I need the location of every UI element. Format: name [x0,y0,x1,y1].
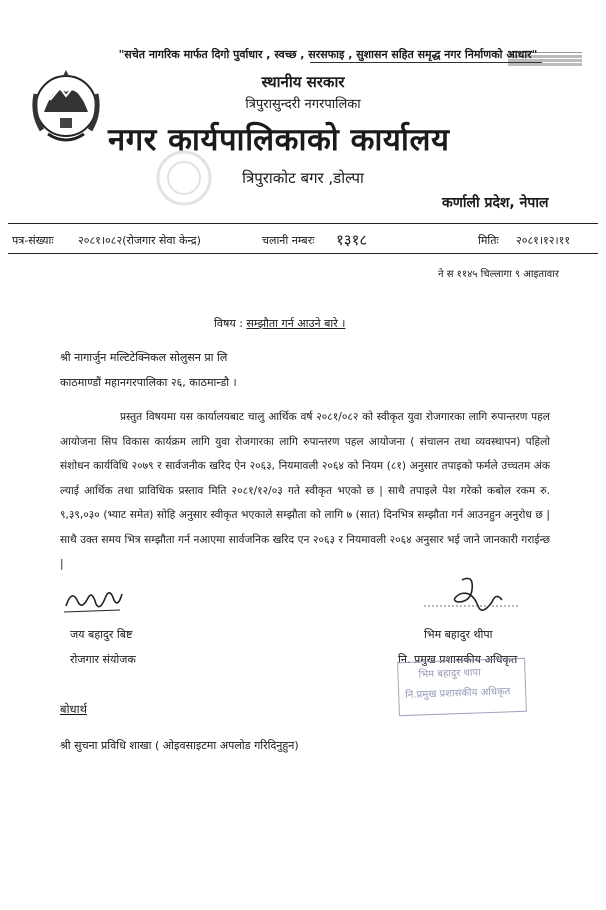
left-signatory-title: रोजगार संयोजक [70,653,136,666]
date-label: मितिः [478,234,499,247]
header-divider-top [8,223,598,224]
faded-seal-icon [150,148,218,208]
left-signatory-name: जय बहादुर बिष्ट [70,628,133,641]
right-signatory-name: भिम बहादुर थीपा [424,628,493,641]
recipient-address: काठमाण्डौं महानगरपालिका २६, काठमान्डौ । [60,376,237,389]
letter-body: प्रस्तुत विषयमा यस कार्यालयबाट चालु आर्थिक वर्ष २०८१/०८२ को स्वीकृत युवा रोजगारका लागि रुपान्तरण पहल आयोजना सिप विकास कार्यक्रम लागि युवा रोजगारका लागि रुपान्तरण पहल आयोजना ( संचालन तथा व्यवस्थापन) पहिलो संशोधन कार्यविधि २०७९ र सार्वजनीक खरिद ऐन २०६३, नियमावली २०६४ को नियम (८१) अनुसार तपाइको फर्मले उच्चतम अंक ल्याई आर्थिक तथा प्राविधिक प्रस्ताव मिति २०८१/१२/०३ गते स्वीकृत भएको छ | साथै तपाइले पेश गरेको कबोल रकम रु. ९,३९,०३० (भ्याट समेत) सोहि अनुसार स्वीकृत भएकाले सम्झौता को लागि ७ (सात) दिनभित्र सम्झौता गर्न आउनहुन अनुरोध छ | साथै उक्त समय भित्र सम्झौता गर्न नआएमा सार्वजनिक खरिद एन २०६३ र नियमावली २०६४ अनुसार भई जाने जानकारी गराईन्छ | [60,411,550,570]
letter-number-value: २०८१।०८२(रोजगार सेवा केन्द्र) [78,234,201,247]
subject-label: विषय : [214,317,243,330]
subject-text: सम्झौता गर्न आउने बारे । [246,317,346,330]
official-stamp [397,658,527,716]
letter-number-label: पत्र-संख्याः [12,234,54,247]
province-name: कर्णाली प्रदेश, नेपाल [442,195,549,211]
date-value: २०८१।१२।११ [516,234,571,247]
recipient-name: श्री नागार्जुन मल्टिटेक्निकल सोलुसन प्रा लि [60,351,228,364]
stamp-line-1: भिम बहादुर थापा [418,667,481,681]
cc-heading: बोधार्थ [60,702,87,716]
left-signature-icon [62,584,126,618]
nepal-sambat-date: ने स ११४५ चिल्लागा ९ आइतावार [438,269,559,280]
header-divider-bottom [8,253,598,254]
cc-item: श्री सुचना प्रविधि शाखा ( ओइवसाइटमा अपलोड गरिदिनुहुन) [60,739,299,752]
government-level: स्थानीय सरकार [261,73,345,91]
subject-line [214,316,345,331]
dispatch-number-value: १३१८ [336,231,368,249]
office-title: नगर कार्यपालिकाको कार्यालय [108,122,450,158]
municipal-motto: "सचेत नागरिक मार्फत दिगो पुर्वाधार , स्वच्छ , सरसफाइ , सुशासन सहित समृद्ध नगर निर्माणको आधार" [118,48,538,61]
office-address: त्रिपुराकोट बगर ,डोल्पा [242,169,364,187]
stamp-line-2: नि.प्रमुख प्रशासकीय अधिकृत [405,686,511,701]
dispatch-number-label: चलानी नम्बरः [262,234,315,247]
right-signature-icon [422,572,522,624]
motto-underline [310,62,542,63]
right-signatory-title: नि. प्रमुख प्रशासकीय अधिकृत [398,653,518,666]
municipality-name: त्रिपुरासुन्दरी नगरपालिका [245,97,361,112]
